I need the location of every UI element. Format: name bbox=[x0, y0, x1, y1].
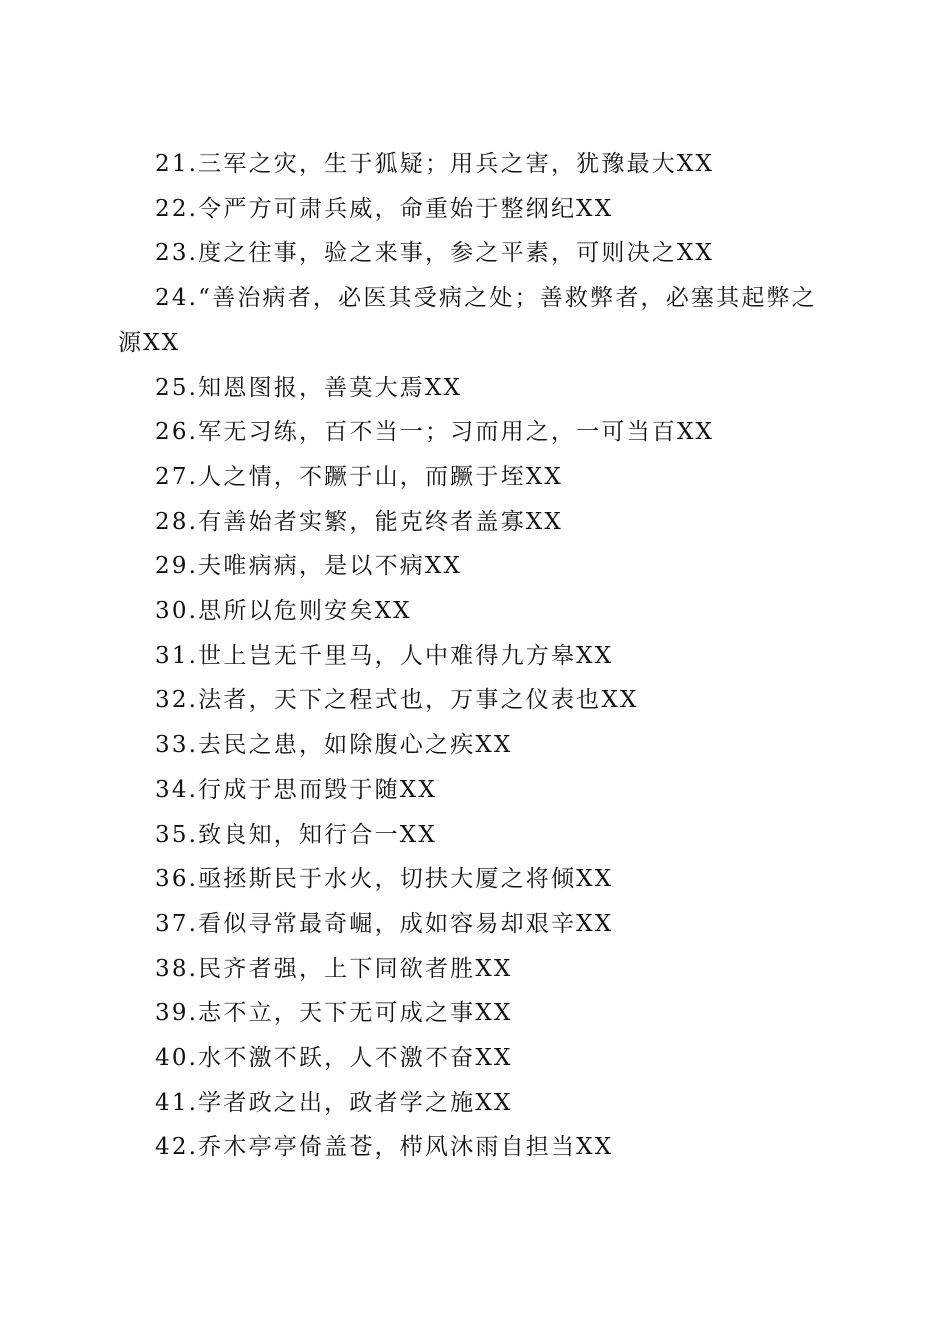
quote-line-25: 25.知恩图报，善莫大焉XX bbox=[155, 374, 463, 401]
quote-line-34: 34.行成于思而毁于随XX bbox=[155, 776, 437, 803]
quote-line-26: 26.军无习练，百不当一；习而用之，一可当百XX bbox=[155, 419, 715, 446]
quote-line-22: 22.令严方可肃兵威，命重始于整纲纪XX bbox=[155, 195, 614, 222]
quote-line-39: 39.志不立，天下无可成之事XX bbox=[155, 1000, 513, 1027]
document-body bbox=[118, 142, 830, 1170]
quote-line-35: 35.致良知，知行合一XX bbox=[155, 821, 437, 848]
quote-line-31: 31.世上岂无千里马，人中难得九方皋XX bbox=[155, 642, 614, 669]
quote-line-27: 27.人之情，不蹶于山，而蹶于垤XX bbox=[155, 463, 563, 490]
quote-line-33: 33.去民之患，如除腹心之疾XX bbox=[155, 732, 513, 759]
quote-line-40: 40.水不激不跃，人不激不奋XX bbox=[155, 1045, 513, 1072]
quote-line-41: 41.学者政之出，政者学之施XX bbox=[155, 1089, 513, 1116]
quote-line-37: 37.看似寻常最奇崛，成如容易却艰辛XX bbox=[155, 910, 614, 937]
quote-line-38: 38.民齐者强，上下同欲者胜XX bbox=[155, 955, 513, 982]
quote-line-29: 29.夫唯病病，是以不病XX bbox=[155, 553, 463, 580]
quote-line-42: 42.乔木亭亭倚盖苍，栉风沐雨自担当XX bbox=[155, 1134, 614, 1161]
quote-line-28: 28.有善始者实繁，能克终者盖寡XX bbox=[155, 508, 563, 535]
quote-line-30: 30.思所以危则安矣XX bbox=[155, 598, 412, 625]
quote-line-36: 36.亟拯斯民于水火，切扶大厦之将倾XX bbox=[155, 866, 614, 893]
quote-line-21: 21.三军之灾，生于狐疑；用兵之害，犹豫最大XX bbox=[155, 151, 715, 177]
quote-line-23: 23.度之往事，验之来事，参之平素，可则决之XX bbox=[155, 240, 715, 267]
quote-line-24: 24.“善治病者，必医其受病之处；善救弊者，必塞其起弊之源XX bbox=[118, 285, 817, 356]
quote-line-32: 32.法者，天下之程式也，万事之仪表也XX bbox=[155, 687, 639, 714]
